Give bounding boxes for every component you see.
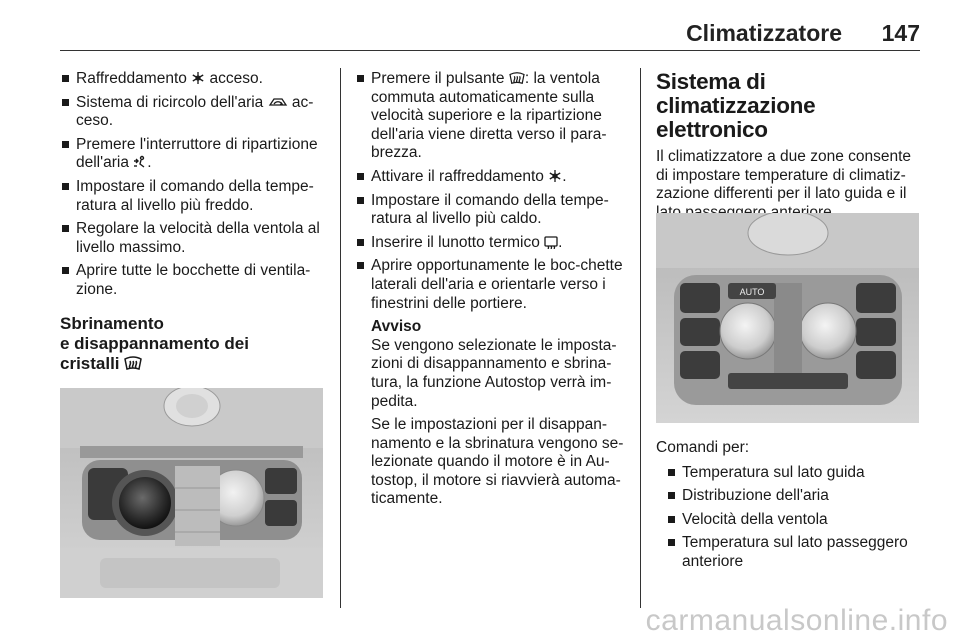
list-item-text: acceso. — [205, 70, 263, 87]
control-panel-photo — [60, 388, 323, 598]
bullet-list — [355, 70, 625, 313]
recirculation-icon — [268, 95, 288, 109]
list-item-text: Impostare il comando della tempe-ratura al livello più freddo. — [76, 177, 314, 214]
list-item-text: ac-ceso. — [76, 93, 314, 130]
list-item-text: Aprire opportunamente le boc-chette laterali dell'aria e orientarle verso i finestrini delle portiere. — [371, 257, 623, 312]
column-divider — [640, 68, 641, 608]
list-item-text: . — [558, 233, 563, 251]
list-item — [60, 220, 326, 257]
list-item-text: . — [562, 167, 567, 185]
list-item — [355, 257, 625, 313]
list-item — [355, 70, 625, 163]
list-item — [60, 94, 326, 131]
list-item-text: Temperatura sul lato guida — [682, 463, 865, 481]
watermark: carmanualsonline.info — [645, 604, 948, 637]
control-panel-image — [60, 388, 323, 598]
list-item-text: Raffreddamento — [76, 70, 192, 87]
rear-window-heater-icon — [544, 235, 558, 249]
list-item-text: Premere il pulsante — [371, 70, 509, 87]
list-item-text: Sistema di ricircolo dell'aria — [76, 93, 268, 111]
list-item-text: Premere l'interruttore di ripartizione dell'aria — [76, 135, 318, 172]
windshield-defrost-icon — [124, 355, 142, 371]
climate-control-image — [656, 213, 919, 423]
list-item-text: . — [147, 154, 152, 172]
list-item — [355, 168, 625, 187]
column-middle — [355, 70, 625, 514]
list-item — [60, 178, 326, 215]
snowflake-icon — [191, 71, 205, 85]
list-item — [666, 511, 926, 530]
subsection-title-line: cristalli — [60, 353, 120, 373]
subsection-title-line: e disappannamento dei — [60, 333, 249, 353]
column-divider — [340, 68, 341, 608]
column-left — [60, 70, 326, 374]
list-item — [666, 534, 926, 571]
list-item — [355, 234, 625, 253]
list-item-text: Regolare la velocità della ventola al livello massimo. — [76, 220, 320, 256]
climate-control-photo — [656, 213, 919, 423]
list-item-text: Velocità della ventola — [682, 510, 828, 528]
list-item-text: Impostare il comando della tempe-ratura al livello più caldo. — [371, 191, 609, 228]
list-item-text: : la ventola commuta automaticamente sulla velocità superiore e la ripartizione dell'aria viene diretta verso il para-brezza. — [371, 70, 607, 162]
list-item-text: Aprire tutte le bocchette di ventila-zione. — [76, 262, 311, 298]
subsection-title — [60, 314, 326, 374]
list-item — [666, 487, 926, 506]
list-item-text: Temperatura sul lato passeggero anteriore — [682, 534, 908, 570]
page-title: Climatizzatore — [686, 20, 842, 46]
note-paragraph: Se vengono selezionate le imposta-zioni di disappannamento e sbrina-tura, la funzione Autostop verrà im-pedita. — [371, 336, 617, 410]
list-item-text: Inserire il lunotto termico — [371, 233, 545, 251]
auto-button-label: AUTO — [739, 287, 765, 297]
air-distribution-icon — [133, 155, 147, 169]
note-title: Avviso — [371, 318, 422, 336]
column-right — [656, 70, 926, 227]
list-item-text: Distribuzione dell'aria — [682, 487, 829, 505]
controls-label: Comandi per: — [656, 439, 750, 456]
list-item — [60, 262, 326, 299]
list-item — [355, 192, 625, 229]
list-item — [60, 136, 326, 173]
note-paragraph: Se le impostazioni per il disappan-namento e la sbrinatura vengono se-lezionate quando il motore è in Au-tostop, il motore si riavvierà automa-ticamente. — [371, 416, 624, 508]
windshield-defrost-icon — [509, 71, 525, 85]
page-header — [60, 14, 920, 51]
controls-section — [656, 439, 926, 577]
intro-paragraph: Il climatizzatore a due zone consente di impostare temperature di climatiz-zazione differenti per il lato guida e il — [656, 148, 912, 203]
list-item — [60, 70, 326, 89]
bullet-list — [60, 70, 326, 300]
controls-list — [656, 464, 926, 572]
page-number: 147 — [881, 20, 920, 46]
snowflake-icon — [548, 169, 562, 183]
list-item — [666, 464, 926, 483]
subsection-title-line: Sbrinamento — [60, 313, 164, 333]
section-title: Sistema di climatizzazione elettronico — [656, 69, 816, 142]
list-item-text: Attivare il raffreddamento — [371, 167, 549, 185]
